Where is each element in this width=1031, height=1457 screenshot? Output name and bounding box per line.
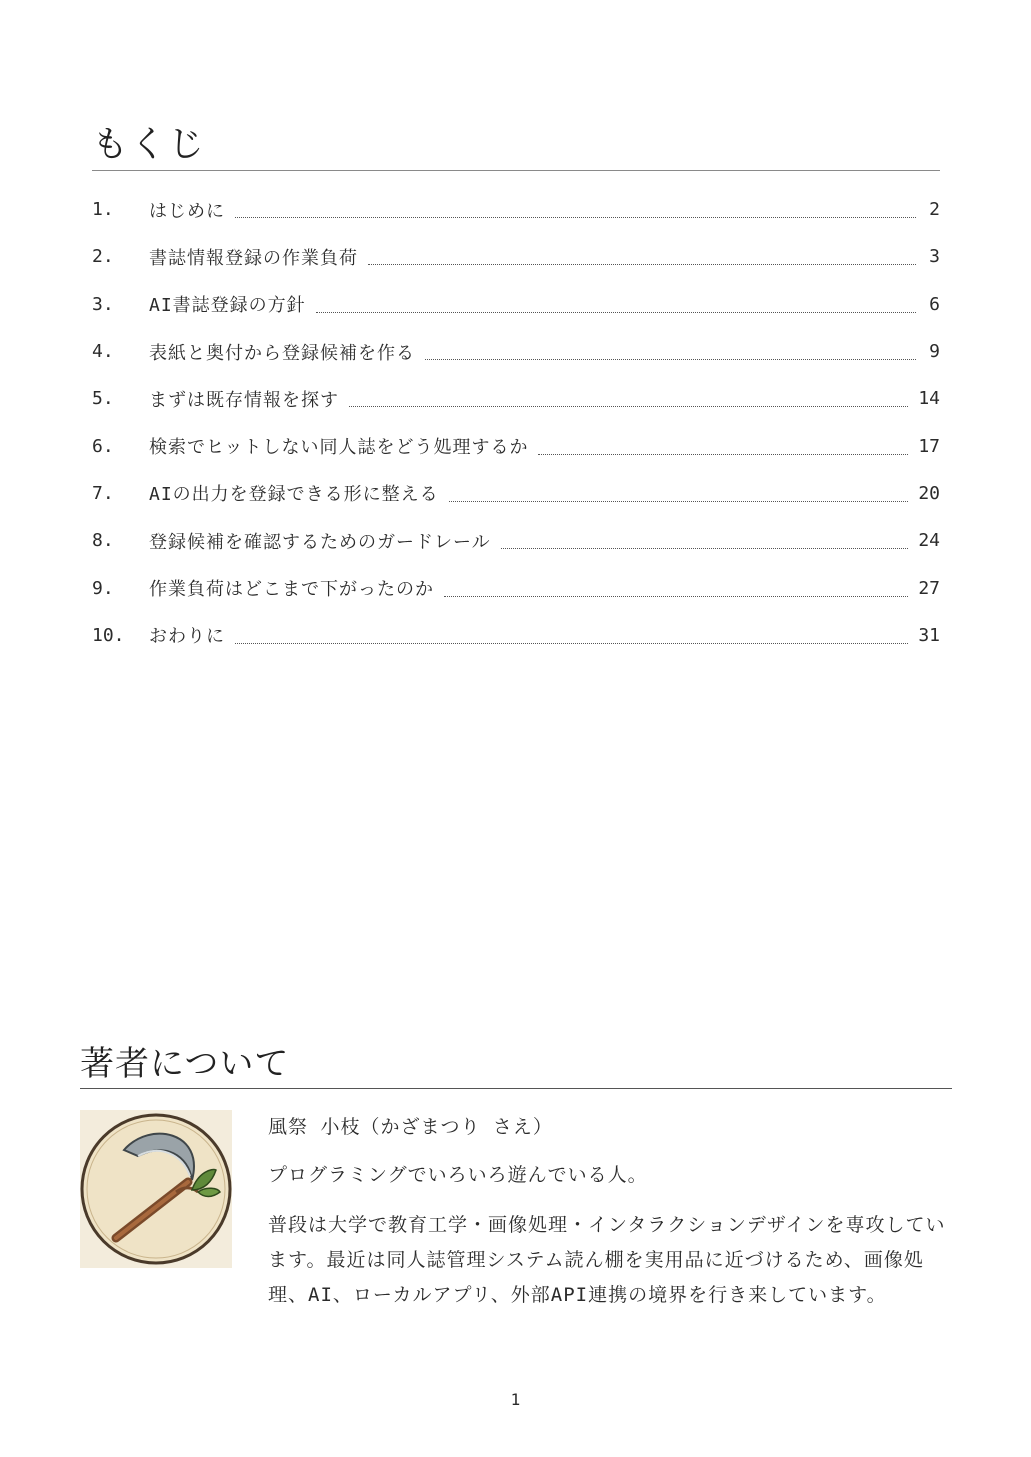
toc-entry[interactable] bbox=[92, 517, 940, 564]
page-number: 1 bbox=[510, 1390, 521, 1409]
toc-entry-page: 6 bbox=[929, 293, 940, 315]
toc-leader-dots bbox=[501, 536, 909, 549]
toc-entry-number: 10. bbox=[92, 624, 125, 646]
toc-entry[interactable] bbox=[92, 564, 940, 611]
toc-entry-number: 1. bbox=[92, 199, 114, 221]
about-author-title: 著者について bbox=[80, 1044, 290, 1084]
toc-entry[interactable] bbox=[92, 612, 940, 659]
toc-entry-title: AI書誌登録の方針 bbox=[149, 295, 306, 317]
toc-entry-page: 27 bbox=[918, 577, 940, 599]
toc-entry[interactable] bbox=[92, 281, 940, 328]
toc-entry-number: 5. bbox=[92, 388, 114, 410]
toc-entry-number: 2. bbox=[92, 246, 114, 268]
toc-entry-page: 3 bbox=[929, 246, 940, 268]
toc-entry-page: 20 bbox=[918, 482, 940, 504]
toc-entry-page: 14 bbox=[918, 388, 940, 410]
toc-title: もくじ bbox=[92, 124, 207, 165]
toc-entry-number: 9. bbox=[92, 577, 114, 599]
toc-entry[interactable] bbox=[92, 470, 940, 517]
toc-list bbox=[92, 186, 940, 659]
toc-entry[interactable] bbox=[92, 422, 940, 469]
toc-entry-title: 検索でヒットしない同人誌をどう処理するか bbox=[149, 437, 529, 459]
author-bio: 普段は大学で教育工学・画像処理・インタラクションデザインを専攻しています。最近は同人誌管理システム読ん棚を実用品に近づけるため、画像処理、AI、ローカルアプリ、外部API連携の境界を行き来しています。 bbox=[268, 1214, 946, 1306]
toc-leader-dots bbox=[349, 394, 908, 407]
toc-entry-page: 9 bbox=[929, 341, 940, 363]
toc-leader-dots bbox=[368, 252, 916, 265]
toc-entry-title: 作業負荷はどこまで下がったのか bbox=[149, 579, 434, 601]
toc-entry-title: AIの出力を登録できる形に整える bbox=[149, 484, 439, 506]
toc-entry[interactable] bbox=[92, 186, 940, 233]
author-tagline: プログラミングでいろいろ遊んでいる人。 bbox=[268, 1164, 648, 1186]
about-divider bbox=[80, 1088, 952, 1089]
toc-entry[interactable] bbox=[92, 375, 940, 422]
author-name: 風祭 小枝（かざまつり さえ） bbox=[268, 1116, 553, 1138]
toc-leader-dots bbox=[425, 347, 916, 360]
toc-leader-dots bbox=[444, 584, 908, 597]
author-avatar bbox=[80, 1110, 232, 1268]
toc-entry-title: 登録候補を確認するためのガードレール bbox=[149, 531, 491, 553]
toc-entry-page: 2 bbox=[929, 199, 940, 221]
toc-divider bbox=[92, 170, 940, 171]
toc-leader-dots bbox=[316, 300, 916, 313]
toc-entry-title: 書誌情報登録の作業負荷 bbox=[149, 247, 358, 269]
toc-entry-title: 表紙と奥付から登録候補を作る bbox=[149, 342, 415, 364]
toc-leader-dots bbox=[449, 489, 909, 502]
toc-entry[interactable] bbox=[92, 328, 940, 375]
toc-entry-page: 17 bbox=[918, 435, 940, 457]
toc-leader-dots bbox=[235, 205, 916, 218]
toc-entry-number: 4. bbox=[92, 341, 114, 363]
toc-entry-title: おわりに bbox=[149, 626, 225, 648]
toc-entry-number: 6. bbox=[92, 435, 114, 457]
toc-entry-page: 31 bbox=[918, 624, 940, 646]
toc-entry-title: はじめに bbox=[149, 200, 225, 222]
toc-leader-dots bbox=[235, 631, 908, 644]
toc-entry-page: 24 bbox=[918, 530, 940, 552]
toc-leader-dots bbox=[538, 442, 908, 455]
toc-entry[interactable] bbox=[92, 233, 940, 280]
toc-entry-title: まずは既存情報を探す bbox=[149, 389, 339, 411]
toc-entry-number: 7. bbox=[92, 482, 114, 504]
sickle-with-leaf-icon bbox=[80, 1110, 232, 1268]
toc-entry-number: 3. bbox=[92, 293, 114, 315]
toc-entry-number: 8. bbox=[92, 530, 114, 552]
